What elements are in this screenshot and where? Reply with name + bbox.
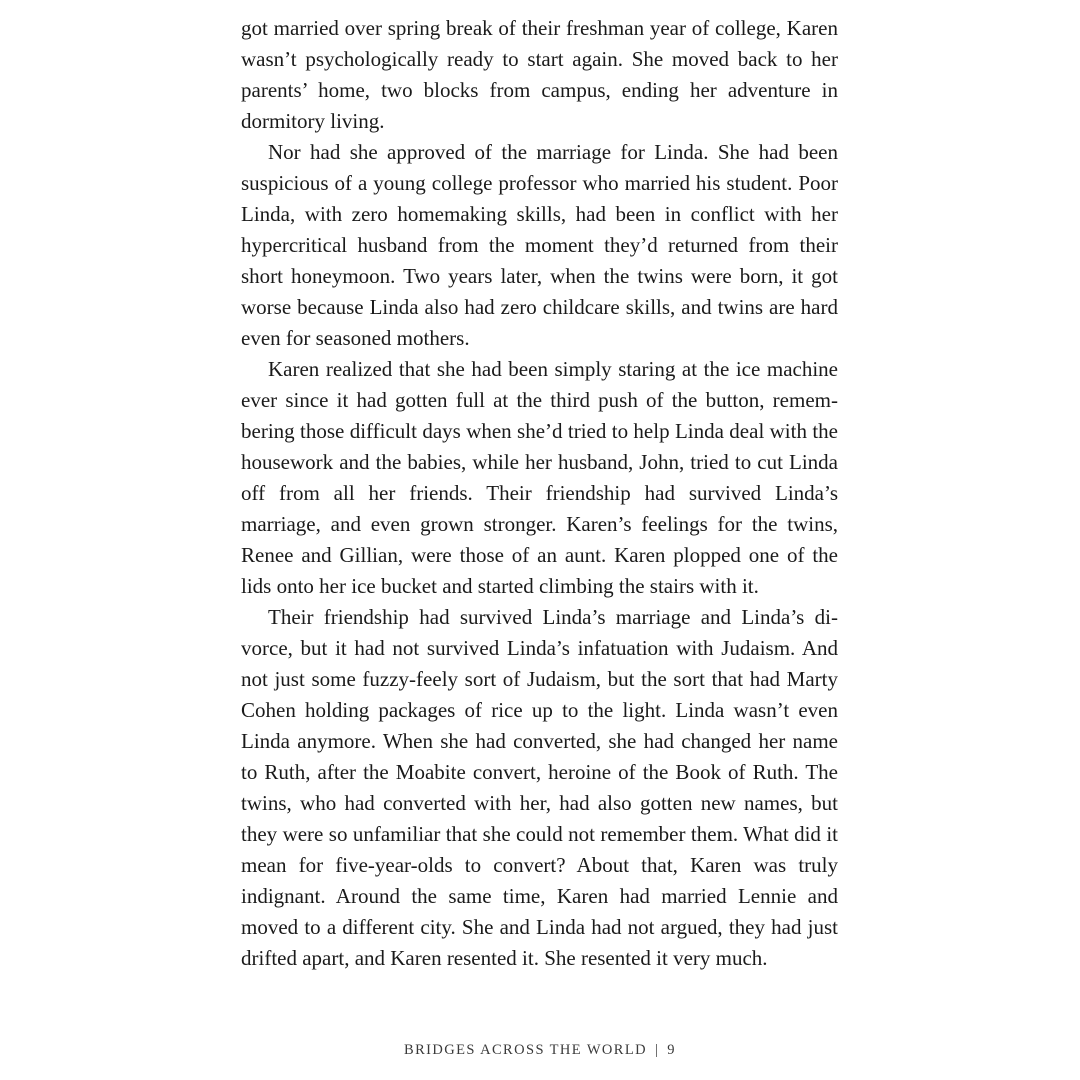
footer-separator: | [654,1042,660,1058]
paragraph-4: Their friendship had survived Linda’s marriage and Linda’s divorce, but it had not survived Linda’s infatuation with Judaism. And not just some fuzzy-feely sort of Judaism, but the sort that had Marty Cohen holding packages of rice up to the light. Linda wasn’t even Linda anymore. When she had converted, she had changed her name to Ruth, after the Moabite convert, heroine of the Book of Ruth. The twins, who had converted with her, had also gotten new names, but they were so unfamiliar that she could not remember them. What did it mean for five-year-olds to convert? About that, Karen was truly indignant. Around the same time, Karen had married Lennie and moved to a different city. She and Linda had not argued, they had just drifted apart, and Karen resented it. She resented it very much. [241,605,838,970]
paragraph-1: got married over spring break of their freshman year of college, Karen wasn’t psychologically ready to start again. She moved back to her parents’ home, two blocks from campus, ending her adventure in dormitory living. [241,16,838,133]
paragraph-2: Nor had she approved of the marriage for Linda. She had been suspicious of a young college professor who married his student. Poor Linda, with zero homemaking skills, had been in conflict with her hypercritical husband from the moment they’d returned from their short honeymoon. Two years later, when the twins were born, it got worse because Linda also had zero childcare skills, and twins are hard even for seasoned mothers. [241,140,838,350]
running-footer [0,1042,1080,1059]
page-number: 9 [667,1042,676,1058]
paragraph-3: Karen realized that she had been simply staring at the ice machine ever since it had gotten full at the third push of the button, remembering those difficult days when she’d tried to help Linda deal with the housework and the babies, while her husband, John, tried to cut Linda off from all her friends. Their friendship had survived Linda’s marriage, and even grown stronger. Karen’s feelings for the twins, Renee and Gillian, were those of an aunt. Karen plopped one of the lids onto her ice bucket and started climbing the stairs with it. [241,357,838,598]
body-text [241,13,838,974]
book-title: BRIDGES ACROSS THE WORLD [404,1042,647,1058]
